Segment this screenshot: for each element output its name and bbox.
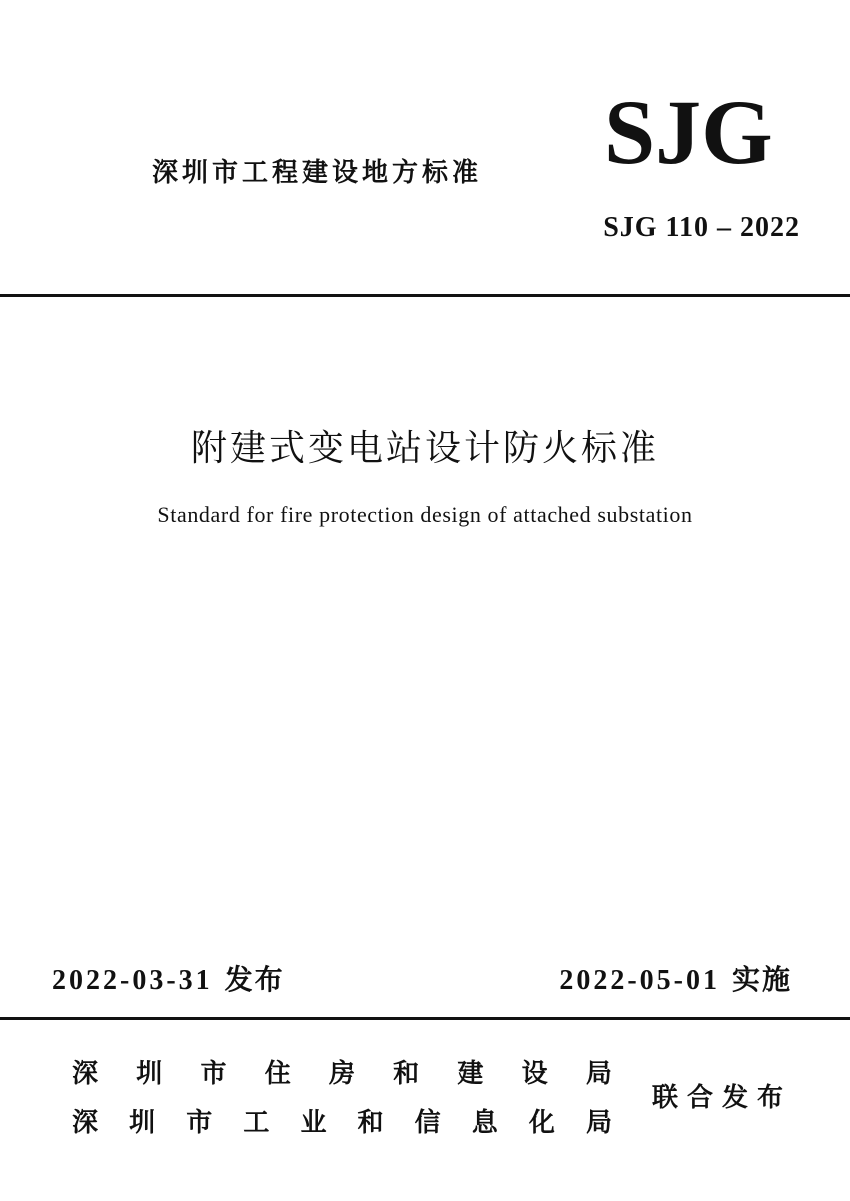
top-divider (0, 294, 850, 297)
agency-char: 市 (200, 1059, 227, 1089)
agency-char: 和 (357, 1108, 384, 1138)
issue-label: 发布 (224, 963, 285, 996)
implement-date-value: 2022-05-01 (559, 965, 720, 996)
agency-char: 深 (72, 1059, 99, 1089)
issue-date-value: 2022-03-31 (52, 965, 213, 996)
agency-char: 局 (585, 1108, 612, 1138)
title-chinese: 附建式变电站设计防火标准 (190, 428, 659, 469)
issue-date (52, 958, 285, 998)
standard-number: SJG 110 – 2022 (603, 212, 800, 243)
agency-char: 工 (243, 1108, 270, 1138)
agency-char: 业 (300, 1108, 327, 1138)
agency-char: 息 (471, 1108, 498, 1138)
agency-char: 化 (528, 1108, 555, 1138)
agency-char: 局 (585, 1059, 612, 1089)
publisher-housing-bureau (72, 1053, 612, 1090)
publisher-industry-bureau (72, 1102, 612, 1139)
agency-char: 市 (186, 1108, 213, 1138)
bottom-divider (0, 1017, 850, 1020)
title-english: Standard for fire protection design of attached substation (157, 502, 693, 527)
agency-char: 圳 (136, 1059, 163, 1089)
implement-date (559, 958, 792, 998)
sjg-logo: SJG (604, 81, 773, 183)
agency-char: 圳 (129, 1108, 156, 1138)
implement-label: 实施 (731, 963, 792, 996)
agency-char: 深 (72, 1108, 99, 1138)
agency-char: 房 (328, 1059, 355, 1089)
series-label: 深圳市工程建设地方标准 (152, 158, 483, 188)
agency-char: 建 (457, 1059, 484, 1089)
agency-char: 设 (521, 1059, 548, 1089)
agency-char: 住 (264, 1059, 291, 1089)
agency-char: 信 (414, 1108, 441, 1138)
joint-release-label: 联合发布 (652, 1083, 793, 1113)
agency-char: 和 (393, 1059, 420, 1089)
